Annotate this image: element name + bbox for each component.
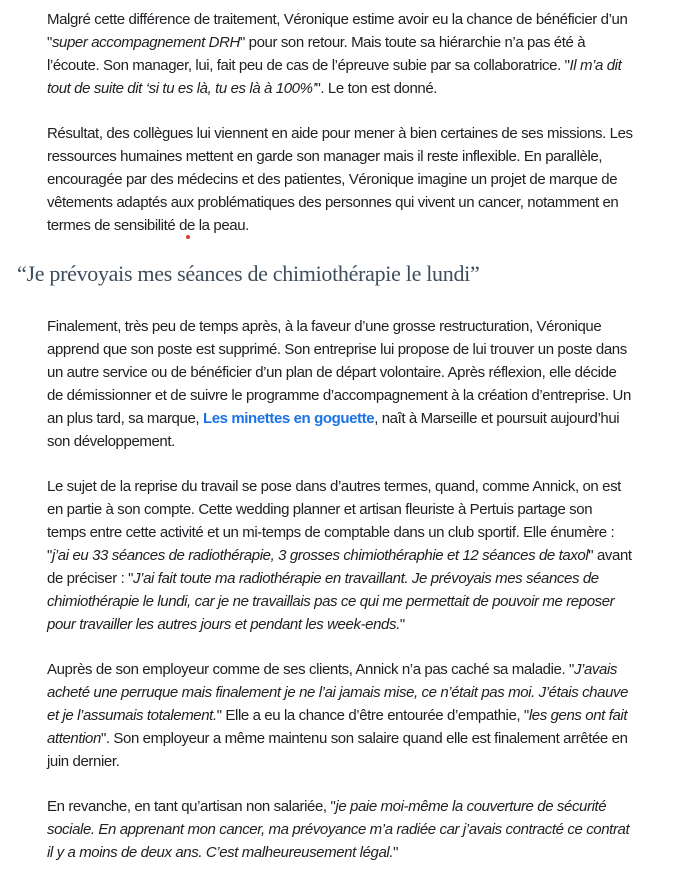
- text-segment: ". Le ton est donné.: [315, 80, 438, 97]
- text-segment: En revanche, en tant qu’artisan non salariée, ": [47, 798, 336, 815]
- text-segment: ": [393, 844, 399, 861]
- article-body-bottom: [47, 315, 634, 864]
- text-segment: " Elle a eu la chance d’être entourée d’empathie, ": [216, 707, 529, 724]
- red-annotation-dot: [186, 235, 190, 239]
- text-segment: " pour son retour. Mais toute sa hiérarchie n’a pas été à l’écoute. Son manager, lui, fait peu de cas de l’épreuve subie par sa collaboratrice. ": [47, 34, 586, 74]
- quoted-speech: J’ai fait toute ma radiothérapie en travaillant. Je prévoyais mes séances de chimiothérapie le lundi, car je ne travaillais pas ce qui me permettait de pouvoir me reposer pour travailler les autres jours et pendant les week-ends.: [47, 570, 615, 633]
- text-segment: , naît à Marseille et poursuit aujourd’hui son développement.: [47, 410, 620, 450]
- quoted-speech: Il m’a dit tout de suite dit ‘si tu es là, tu es là à 100%’: [47, 57, 622, 97]
- article-paragraph: [47, 122, 634, 237]
- article-body-top: [47, 8, 634, 237]
- article-paragraph: [47, 315, 634, 453]
- quoted-speech: J’avais acheté une perruque mais finalement je ne l’ai jamais mise, ce n’était pas moi. J’étais chauve et je l’assumais totalement.: [47, 661, 629, 724]
- inline-link[interactable]: Les minettes en goguette: [202, 410, 375, 427]
- text-segment: Auprès de son employeur comme de ses clients, Annick n’a pas caché sa maladie. ": [47, 661, 574, 678]
- quoted-speech: j’ai eu 33 séances de radiothérapie, 3 grosses chimiothéraphie et 12 séances de taxol: [51, 547, 589, 564]
- text-segment: Malgré cette différence de traitement, Véronique estime avoir eu la chance de bénéficier d’un ": [47, 11, 628, 51]
- article-paragraph: [47, 658, 634, 773]
- quoted-speech: les gens ont fait attention: [47, 707, 628, 747]
- text-segment: Résultat, des collègues lui viennent en aide pour mener à bien certaines de ses missions. Les ressources humaines mettent en garde son manager mais il reste inflexible. En parallèle, encouragée par des médecins et des patientes, Véronique imagine un projet de marque de vêtements adaptés aux problématiques des personnes qui vivent un cancer, notamment en termes de sensibilité de la peau.: [47, 125, 633, 234]
- text-segment: ". Son employeur a même maintenu son salaire quand elle est finalement arrêtée en juin dernier.: [47, 730, 628, 770]
- quoted-speech: je paie moi-même la couverture de sécurité sociale. En apprenant mon cancer, ma prévoyance m’a radiée car j’avais contracté ce contrat il y a moins de deux ans. C’est malheureusement légal.: [47, 798, 630, 861]
- quoted-speech: super accompagnement DRH: [51, 34, 240, 51]
- text-segment: Finalement, très peu de temps après, à la faveur d’une grosse restructuration, Véronique apprend que son poste est supprimé. Son entreprise lui propose de lui trouver un poste dans un autre service ou de bénéficier d’un plan de départ volontaire. Après réflexion, elle décide de démissionner et de suivre le programme d’accompagnement à la création d’entreprise. Un an plus tard, sa marque,: [47, 318, 631, 427]
- section-heading: “Je prévoyais mes séances de chimiothérapie le lundi”: [17, 261, 480, 286]
- article-paragraph: [47, 8, 634, 100]
- text-segment: ": [399, 616, 405, 633]
- article-paragraph: [47, 475, 634, 636]
- text-segment: " avant de préciser : ": [47, 547, 632, 587]
- text-segment: Le sujet de la reprise du travail se pose dans d’autres termes, quand, comme Annick, on est en partie à son compte. Cette wedding planner et artisan fleuriste à Pertuis partage son temps entre cette activité et un mi-temps de comptable dans un club sportif. Elle énumère : ": [47, 478, 621, 564]
- article-paragraph: [47, 795, 634, 864]
